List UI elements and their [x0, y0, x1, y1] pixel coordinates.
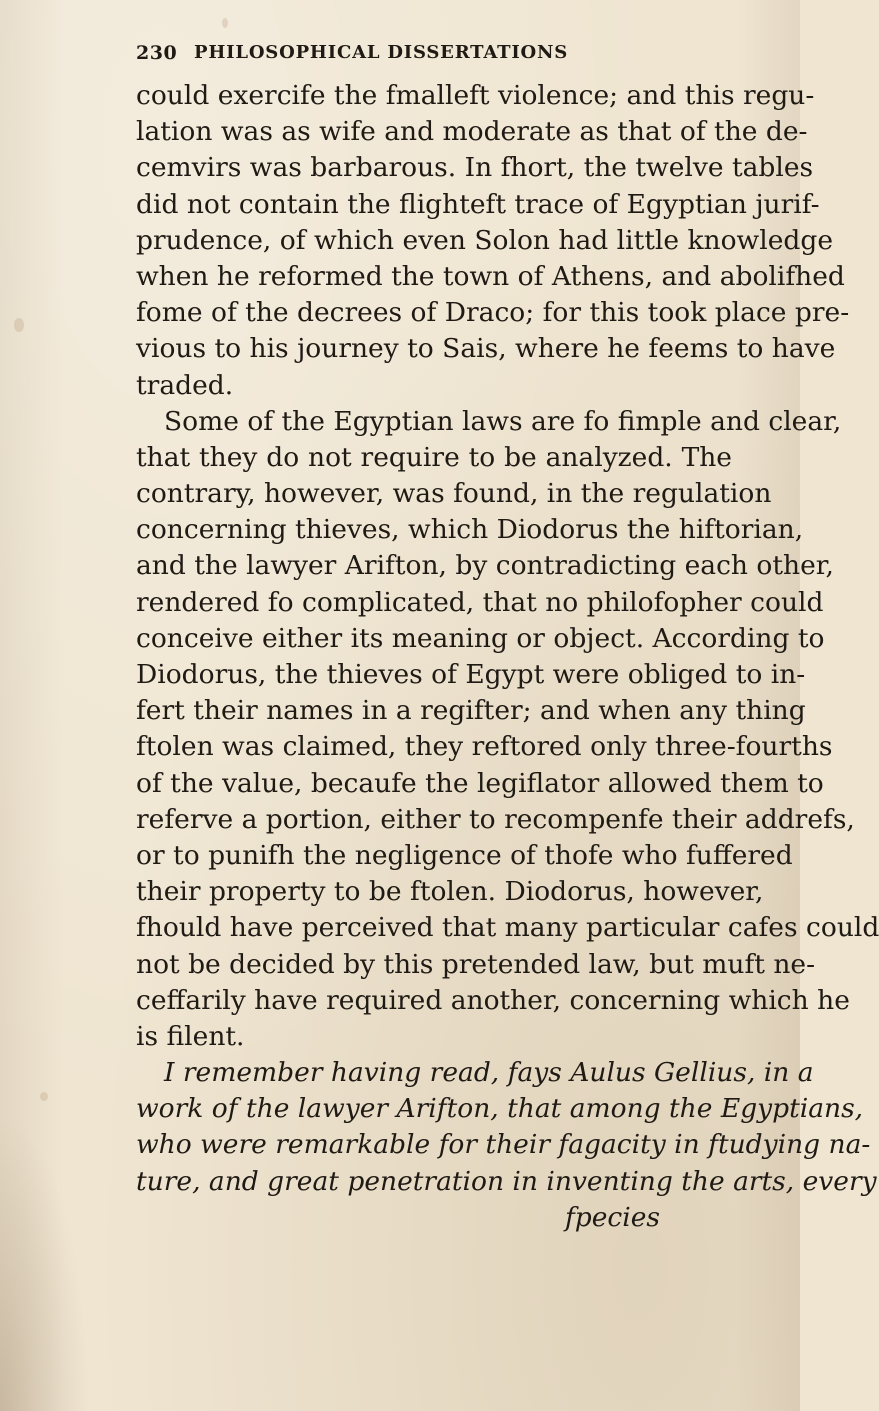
text-line: Some of the Egyptian laws are fo fimple and clear, — [164, 405, 842, 437]
text-line: I remember having read, fays Aulus Gellius, in a — [164, 1057, 814, 1089]
text-line: could exercife the fmalleft violence; and this regu- — [136, 80, 815, 111]
text-line: or to punifh the negligence of thofe who fuffered — [136, 839, 793, 871]
text-line: Diodorus, the thieves of Egypt were obliged to in- — [136, 659, 806, 690]
text-line: traded. — [136, 369, 234, 401]
text-line: rendered fo complicated, that no philofopher could — [136, 586, 824, 618]
text-line: of the value, becaufe the legiflator allowed them to — [136, 767, 824, 799]
text-line: ftolen was claimed, they reftored only three-fourths — [136, 731, 833, 763]
text-line: cemvirs was barbarous. In fhort, the twelve tables — [136, 152, 814, 184]
body-text — [136, 78, 879, 1236]
page-number: 230 — [136, 42, 178, 64]
text-line: ceffarily have required another, concerning which he — [136, 984, 850, 1016]
text-line: vious to his journey to Sais, where he feems to have — [136, 333, 836, 365]
text-line: fome of the decrees of Draco; for this took place pre- — [136, 297, 850, 329]
text-line: is filent. — [136, 1020, 245, 1052]
text-line: lation was as wife and moderate as that of the de- — [136, 116, 808, 148]
text-line: who were remarkable for their fagacity in ftudying na- — [136, 1129, 871, 1161]
text-line: prudence, of which even Solon had little knowledge — [136, 224, 833, 256]
page-edge-shadow — [0, 1111, 90, 1411]
text-line: ture, and great penetration in inventing the arts, every — [136, 1165, 877, 1197]
text-line: fert their names in a regifter; and when any thing — [136, 695, 806, 727]
text-line: concerning thieves, which Diodorus the hiftorian, — [136, 514, 804, 546]
text-line: work of the lawyer Arifton, that among the Egyptians, — [136, 1093, 864, 1125]
text-line: fhould have perceived that many particular cafes could — [136, 912, 879, 944]
text-line: and the lawyer Arifton, by contradicting each other, — [136, 550, 834, 582]
text-line: not be decided by this pretended law, but muft ne- — [136, 948, 816, 980]
text-line: contrary, however, was found, in the regulation — [136, 478, 772, 510]
text-line: that they do not require to be analyzed. The — [136, 441, 732, 473]
running-head: PHILOSOPHICAL DISSERTATIONS — [194, 42, 569, 63]
text-line: when he reformed the town of Athens, and abolifhed — [136, 260, 845, 292]
text-line: conceive either its meaning or object. According to — [136, 622, 825, 654]
foxing-spot — [14, 318, 24, 332]
text-line: did not contain the flighteft trace of Egyptian jurif- — [136, 188, 820, 220]
foxing-spot — [222, 18, 228, 28]
page-header — [136, 38, 696, 68]
foxing-spot — [40, 1092, 48, 1101]
text-line: referve a portion, either to recompenfe their addrefs, — [136, 803, 855, 835]
text-line: their property to be ftolen. Diodorus, however, — [136, 876, 764, 908]
catchword: fpecies — [564, 1201, 660, 1233]
